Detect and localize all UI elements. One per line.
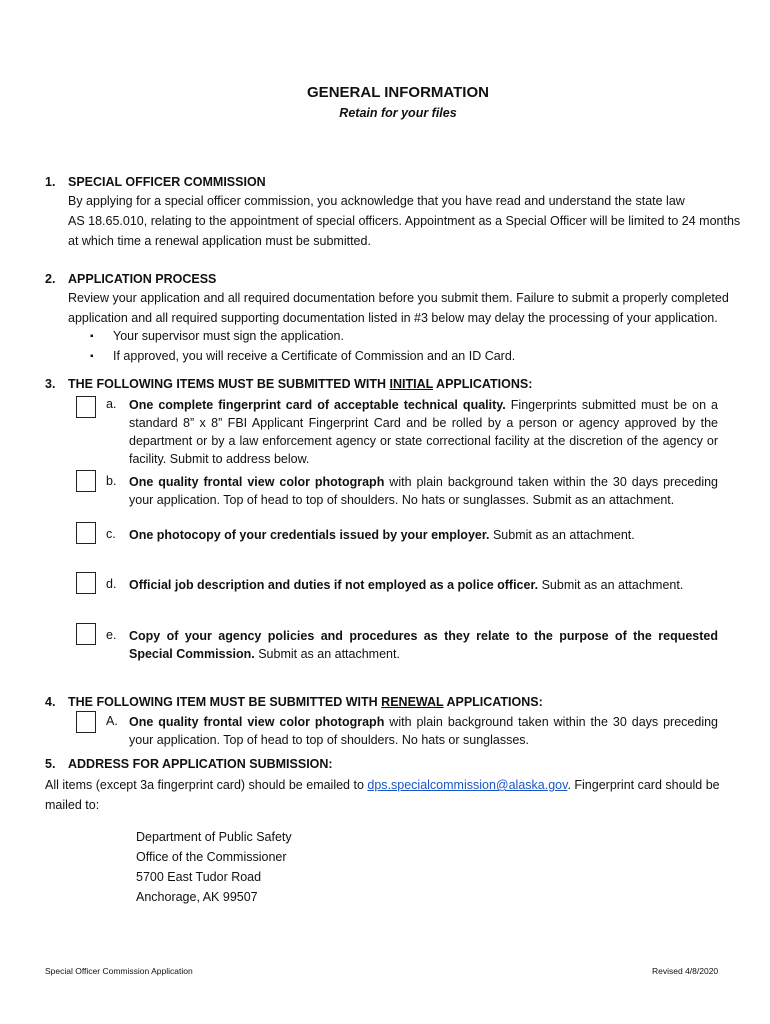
item-desc: Submit as an attachment. [538, 578, 684, 592]
section-4-number: 4. [45, 695, 56, 709]
body-text: . Fingerprint card should be [567, 778, 720, 792]
section-5-heading: ADDRESS FOR APPLICATION SUBMISSION: [68, 757, 333, 771]
heading-text: THE FOLLOWING ITEM MUST BE SUBMITTED WITH [68, 695, 382, 709]
item-bold: One quality frontal view color photograph [129, 715, 385, 729]
item-3a-text [129, 396, 718, 468]
item-bold: Official job description and duties if not employed as a police officer. [129, 578, 539, 592]
section-2-bullet: If approved, you will receive a Certificate of Commission and an ID Card. [113, 349, 516, 363]
section-3-heading [68, 377, 532, 391]
email-link[interactable]: dps.specialcommission@alaska.gov [367, 778, 568, 792]
item-letter: c. [106, 527, 116, 541]
item-bold: One photocopy of your credentials issued by your employer. [129, 528, 490, 542]
page-subtitle: Retain for your files [339, 106, 457, 120]
item-letter: d. [106, 577, 117, 591]
section-2-bullet: Your supervisor must sign the application. [113, 329, 344, 343]
section-5-line [45, 775, 760, 795]
item-desc: with plain background taken within the 30 days preceding your application. Top of head to top of shoulders. No hats or sunglasses. [129, 715, 719, 747]
section-3-number: 3. [45, 377, 56, 391]
heading-underlined: RENEWAL [381, 695, 444, 709]
item-desc: Submit as an attachment. [489, 528, 635, 542]
mailing-address [136, 827, 292, 907]
section-1-line: By applying for a special officer commission, you acknowledge that you have read and understand the state law [68, 194, 685, 208]
checkbox-4a[interactable] [76, 711, 96, 733]
footer-revised-date: Revised 4/8/2020 [652, 966, 719, 976]
address-line: Department of Public Safety [136, 830, 292, 844]
item-desc: with plain background taken within the 30 days preceding your application. Top of head to top of shoulders. No hats or sunglasses. Submit as an attachment. [129, 475, 719, 507]
checkbox-3a[interactable] [76, 396, 96, 418]
item-letter: e. [106, 628, 117, 642]
bullet-icon: ▪ [90, 331, 94, 342]
item-3c-text [129, 526, 729, 544]
item-bold: One quality frontal view color photograph [129, 475, 385, 489]
checkbox-3b[interactable] [76, 470, 96, 492]
section-1-line: AS 18.65.010, relating to the appointment of special officers. Appointment as a Special Officer will be limited to 24 months [68, 214, 741, 228]
section-2-line: application and all required supporting documentation listed in #3 below may delay the processing of your application. [68, 311, 718, 325]
section-1-heading: SPECIAL OFFICER COMMISSION [68, 175, 266, 189]
address-line: Office of the Commissioner [136, 850, 287, 864]
section-5-body [45, 775, 760, 815]
item-letter: a. [106, 397, 117, 411]
footer-form-name: Special Officer Commission Application [45, 966, 193, 976]
item-desc: Fingerprints submitted must be on a standard 8” x 8” FBI Applicant Fingerprint Card and be rolled by a person or agency approved by the department or by a law enforcement agency or state correctional facility at the discretion of the agency or facility. Submit to address below. [129, 398, 719, 466]
section-2-line: Review your application and all required documentation before you submit them. Failure to submit a properly completed [68, 291, 729, 305]
section-5-number: 5. [45, 757, 56, 771]
checkbox-3d[interactable] [76, 572, 96, 594]
section-2-heading: APPLICATION PROCESS [68, 272, 217, 286]
section-1-body [68, 191, 758, 251]
item-4a-text [129, 713, 718, 749]
bullet-icon: ▪ [90, 351, 94, 362]
item-bold: One complete fingerprint card of acceptable technical quality. [129, 398, 506, 412]
page-title: GENERAL INFORMATION [307, 84, 489, 101]
checkbox-3e[interactable] [76, 623, 96, 645]
checkbox-3c[interactable] [76, 522, 96, 544]
item-bold: Copy of your agency policies and procedures as they relate to the purpose of the requested Special Commission. [129, 629, 718, 661]
item-letter: A. [106, 714, 118, 728]
heading-underlined: INITIAL [389, 377, 434, 391]
item-letter: b. [106, 474, 117, 488]
address-line: 5700 East Tudor Road [136, 870, 262, 884]
item-desc: Submit as an attachment. [254, 647, 400, 661]
heading-text: APPLICATIONS: [433, 377, 533, 391]
item-3e-text [129, 627, 718, 663]
heading-text: THE FOLLOWING ITEMS MUST BE SUBMITTED WITH [68, 377, 390, 391]
section-1-line: at which time a renewal application must be submitted. [68, 234, 371, 248]
address-line: Anchorage, AK 99507 [136, 890, 258, 904]
section-5-line: mailed to: [45, 798, 100, 812]
section-1-number: 1. [45, 175, 56, 189]
section-2-number: 2. [45, 272, 56, 286]
heading-text: APPLICATIONS: [443, 695, 543, 709]
item-3b-text [129, 473, 718, 509]
item-3d-text [129, 576, 749, 594]
section-4-heading [68, 695, 543, 709]
body-text: All items (except 3a fingerprint card) should be emailed to [45, 778, 368, 792]
section-2-body [68, 288, 758, 328]
